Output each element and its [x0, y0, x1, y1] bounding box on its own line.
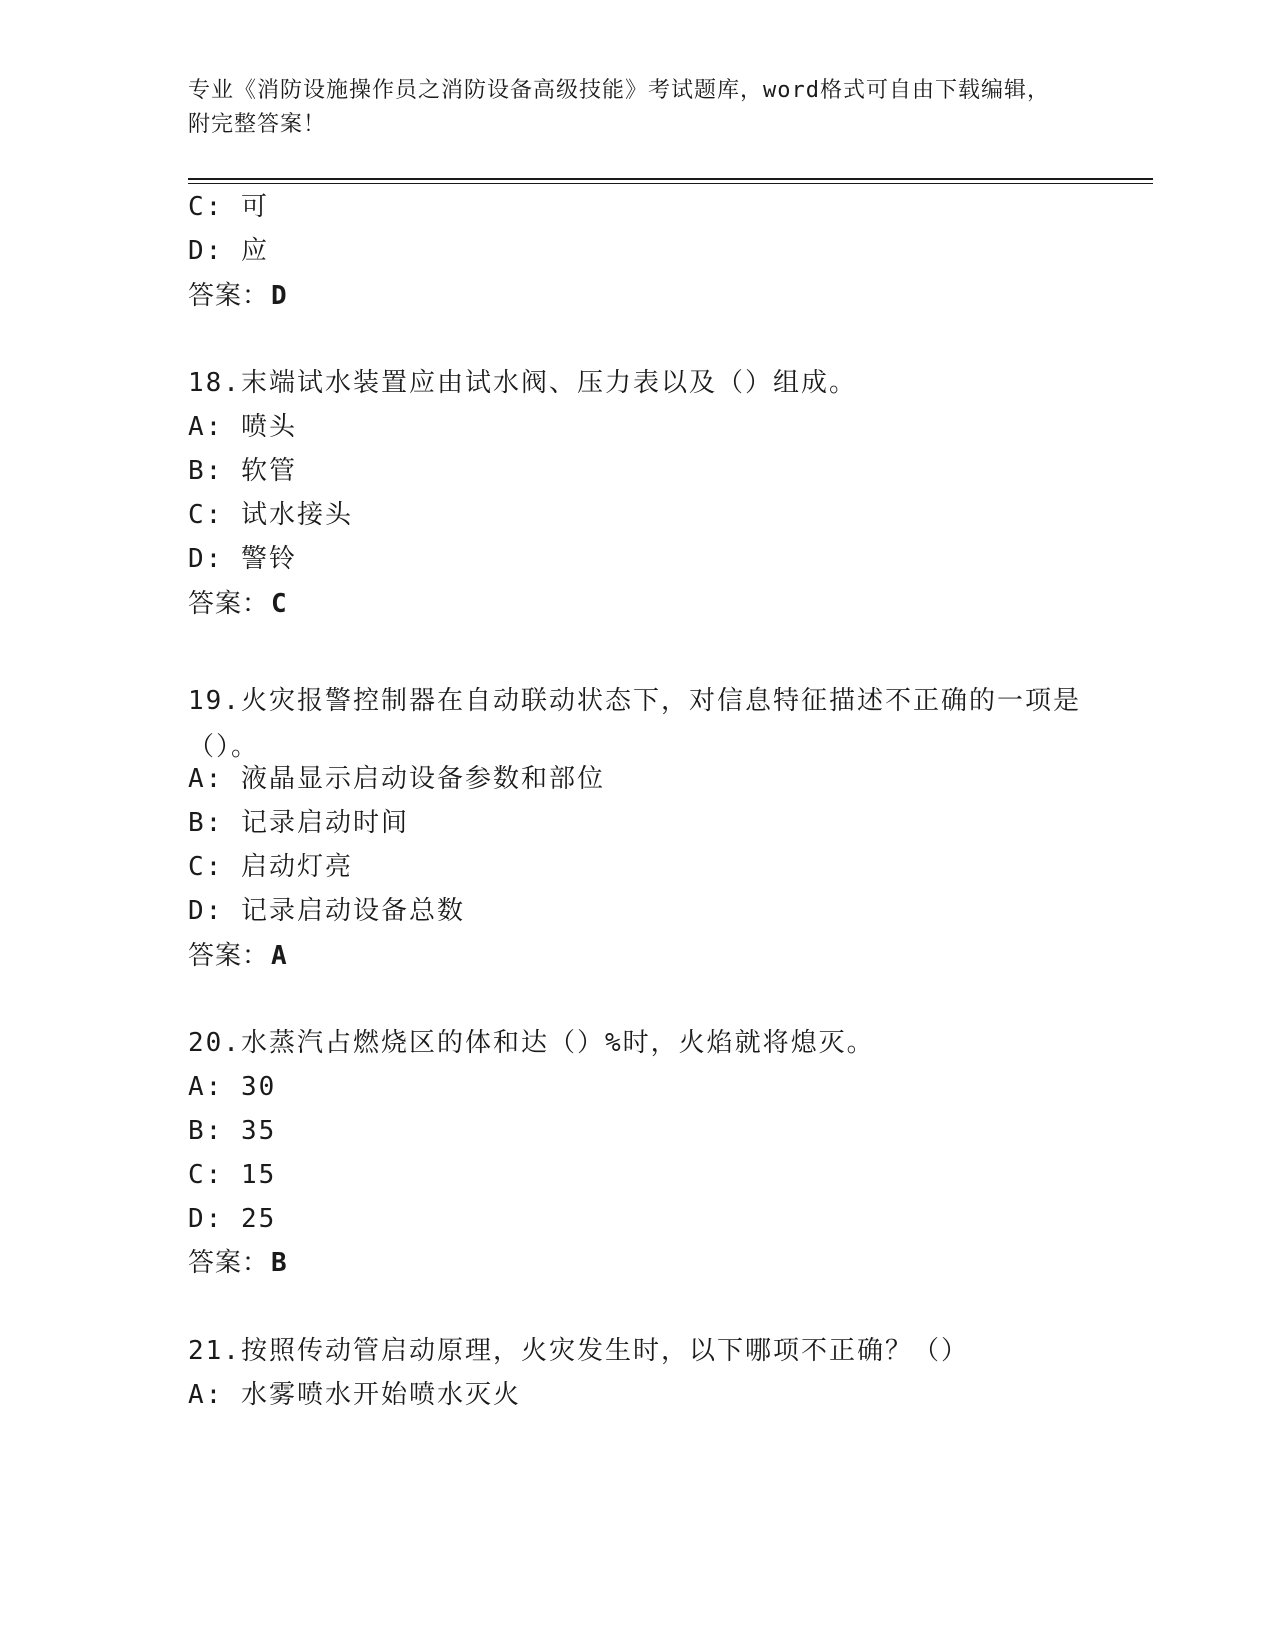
- option-label: A:: [188, 1380, 224, 1410]
- option-label: D:: [188, 896, 224, 926]
- option-label: B:: [188, 808, 224, 838]
- option-text: 30: [240, 1072, 277, 1102]
- option-text: 可: [240, 192, 269, 222]
- option-label: D:: [188, 236, 224, 266]
- option-text: 警铃: [240, 544, 297, 574]
- page-header: 专业《消防设施操作员之消防设备高级技能》考试题库，word格式可自由下载编辑，附完整答案！: [188, 78, 1050, 137]
- option-item: [188, 190, 269, 224]
- option-label: A:: [188, 764, 224, 794]
- option-text: 启动灯亮: [240, 852, 353, 882]
- header-divider-thin: [188, 183, 1153, 184]
- answer-label: 答案：: [188, 280, 270, 310]
- question-stem: 21.按照传动管启动原理，火灾发生时，以下哪项不正确？（）: [188, 1336, 969, 1366]
- answer-line: [188, 1245, 288, 1280]
- answer-label: 答案：: [188, 1247, 270, 1277]
- question-stem: 20.水蒸汽占燃烧区的体和达（）%时，火焰就将熄灭。: [188, 1028, 875, 1058]
- option-text: 软管: [240, 456, 297, 486]
- option-item: [188, 850, 353, 884]
- option-text: 应: [240, 236, 269, 266]
- option-text: 水雾喷水开始喷水灭火: [240, 1380, 521, 1410]
- option-item: [188, 1158, 276, 1192]
- option-text: 喷头: [240, 412, 297, 442]
- answer-line: [188, 586, 288, 621]
- answer-value: C: [271, 589, 288, 619]
- option-item: [188, 762, 605, 796]
- option-text: 液晶显示启动设备参数和部位: [240, 764, 605, 794]
- answer-value: D: [271, 281, 288, 311]
- option-text: 15: [240, 1160, 277, 1190]
- option-text: 25: [240, 1204, 277, 1234]
- option-text: 记录启动设备总数: [240, 896, 465, 926]
- option-item: [188, 1378, 521, 1412]
- option-item: [188, 234, 269, 268]
- option-item: [188, 1114, 276, 1148]
- answer-value: A: [271, 941, 288, 971]
- option-label: D:: [188, 544, 224, 574]
- option-item: [188, 454, 297, 488]
- option-label: B:: [188, 1116, 224, 1146]
- option-label: A:: [188, 1072, 224, 1102]
- option-label: A:: [188, 412, 224, 442]
- option-item: [188, 498, 353, 532]
- option-label: B:: [188, 456, 224, 486]
- option-label: C:: [188, 852, 224, 882]
- option-text: 35: [240, 1116, 277, 1146]
- option-label: C:: [188, 500, 224, 530]
- option-item: [188, 542, 297, 576]
- option-item: [188, 1070, 276, 1104]
- answer-line: [188, 278, 288, 313]
- answer-label: 答案：: [188, 588, 270, 618]
- answer-value: B: [271, 1248, 288, 1278]
- option-label: C:: [188, 192, 224, 222]
- question-stem: 19.火灾报警控制器在自动联动状态下，对信息特征描述不正确的一项是（）。: [188, 686, 1081, 762]
- option-label: D:: [188, 1204, 224, 1234]
- option-text: 记录启动时间: [240, 808, 409, 838]
- option-item: [188, 410, 297, 444]
- option-item: [188, 894, 465, 928]
- option-item: [188, 1202, 276, 1236]
- answer-label: 答案：: [188, 940, 270, 970]
- option-text: 试水接头: [240, 500, 353, 530]
- answer-line: [188, 938, 288, 973]
- question-stem: 18.末端试水装置应由试水阀、压力表以及（）组成。: [188, 368, 857, 398]
- option-item: [188, 806, 409, 840]
- header-divider: [188, 178, 1153, 180]
- option-label: C:: [188, 1160, 224, 1190]
